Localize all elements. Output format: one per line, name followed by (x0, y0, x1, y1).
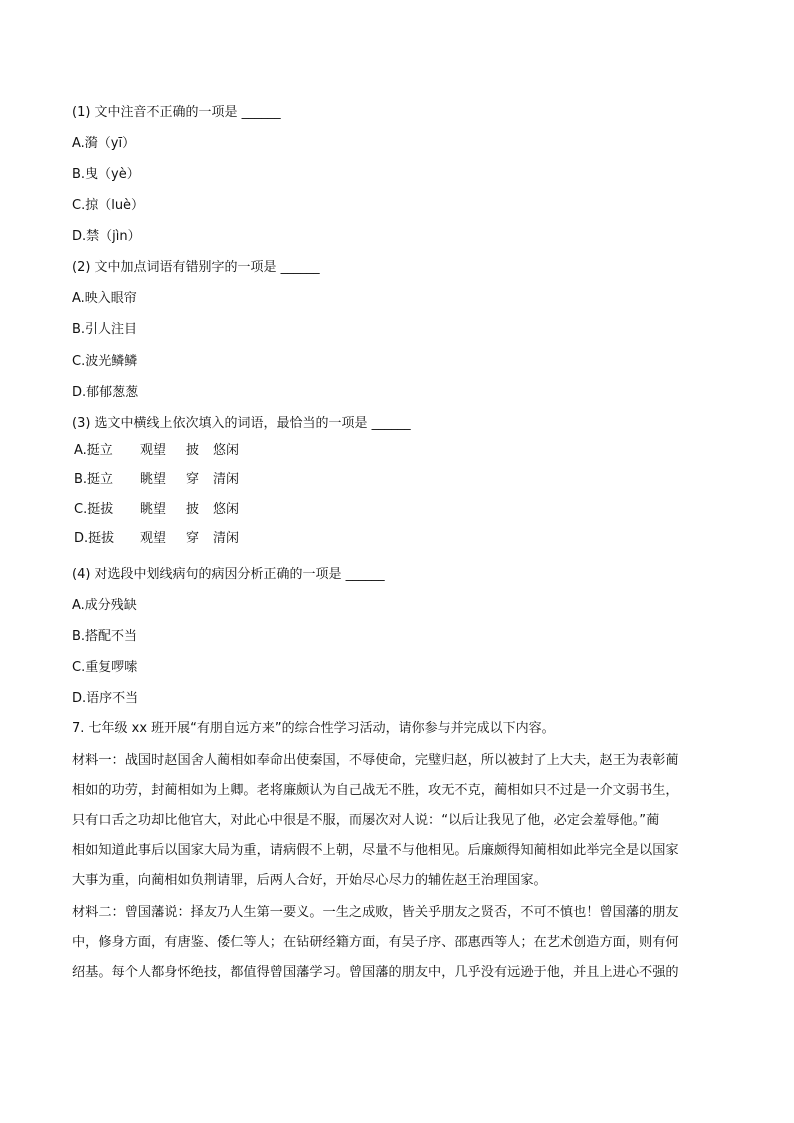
option-word: 披 (186, 443, 200, 458)
option-word: 眺望 (140, 502, 167, 517)
question-1-option-c: C.掠（luè） (72, 198, 145, 213)
option-word: 观望 (140, 443, 167, 458)
material-one-line: 大事为重，向蔺相如负荆请罪，后两人合好，开始尽心尽力的辅佐赵王治理国家。 (72, 873, 547, 888)
question-1-option-a: A.漪（yī） (72, 136, 136, 151)
option-word: C.挺拔 (74, 502, 114, 517)
question-2-option-d: D.郁郁葱葱 (72, 385, 139, 400)
question-3-option-a (74, 443, 239, 459)
option-word: B.挺立 (74, 472, 114, 487)
question-3-option-b (74, 472, 239, 488)
material-one-line: 只有口舌之功却比他官大，对此心中很是不服，而屡次对人说：“以后让我见了他，必定会羞辱他。”蔺 (72, 813, 660, 828)
option-word: D.挺拔 (74, 531, 115, 546)
question-4-option-b: B.搭配不当 (72, 629, 138, 644)
material-one-line: 相如知道此事后以国家大局为重，请病假不上朝，尽量不与他相见。后廉颇得知蔺相如此举完全是以国家 (72, 843, 679, 858)
question-3-option-c (74, 502, 239, 518)
question-4-option-c: C.重复啰嗦 (72, 660, 138, 675)
option-word: 悠闲 (213, 502, 240, 517)
material-two (72, 898, 724, 988)
option-word: 穿 (186, 531, 200, 546)
material-one-line: 相如的功劳，封蔺相如为上卿。老将廉颇认为自己战无不胜，攻无不克，蔺相如只不过是一介文弱书生， (72, 783, 679, 798)
material-two-line: 中，修身方面，有唐鉴、倭仁等人；在钻研经籍方面，有吴子序、邵惠西等人；在艺术创造方面，则有何 (72, 935, 679, 950)
option-word: A.挺立 (74, 443, 113, 458)
option-word: 悠闲 (213, 443, 240, 458)
question-4-option-a: A.成分残缺 (72, 598, 137, 613)
question-1-option-d: D.禁（jìn） (72, 229, 141, 244)
question-2-option-a: A.映入眼帘 (72, 291, 137, 306)
option-word: 眺望 (140, 472, 167, 487)
material-two-line: 绍基。每个人都身怀绝技，都值得曾国藩学习。曾国藩的朋友中，几乎没有远逊于他，并且上进心不强的 (72, 965, 679, 980)
question-7-stem: 7. 七年级 xx 班开展“有朋自远方来”的综合性学习活动，请你参与并完成以下内容。 (72, 721, 555, 736)
option-word: 清闲 (213, 472, 240, 487)
question-1-option-b: B.曳（yè） (72, 167, 140, 182)
question-2-stem: (2) 文中加点词语有错别字的一项是 ______ (72, 260, 320, 275)
option-word: 清闲 (213, 531, 240, 546)
material-one-line: 材料一：战国时赵国舍人蔺相如奉命出使秦国，不辱使命，完璧归赵，所以被封了上大夫，赵王为表彰蔺 (72, 753, 679, 768)
question-2-option-b: B.引人注目 (72, 322, 138, 337)
question-4-stem: (4) 对选段中划线病句的病因分析正确的一项是 ______ (72, 567, 385, 582)
question-4-option-d: D.语序不当 (72, 691, 139, 706)
question-1-stem: (1) 文中注音不正确的一项是 ______ (72, 105, 281, 120)
question-3-option-d (74, 531, 239, 547)
material-two-line: 材料二：曾国藩说：择友乃人生第一要义。一生之成败，皆关乎朋友之贤否，不可不慎也！曾国藩的朋友 (72, 905, 679, 920)
option-word: 披 (186, 502, 200, 517)
question-2-option-c: C.波光鳞鳞 (72, 354, 138, 369)
option-word: 穿 (186, 472, 200, 487)
option-word: 观望 (140, 531, 167, 546)
question-3-stem: (3) 选文中横线上依次填入的词语，最恰当的一项是 ______ (72, 416, 411, 431)
material-one (72, 746, 724, 896)
